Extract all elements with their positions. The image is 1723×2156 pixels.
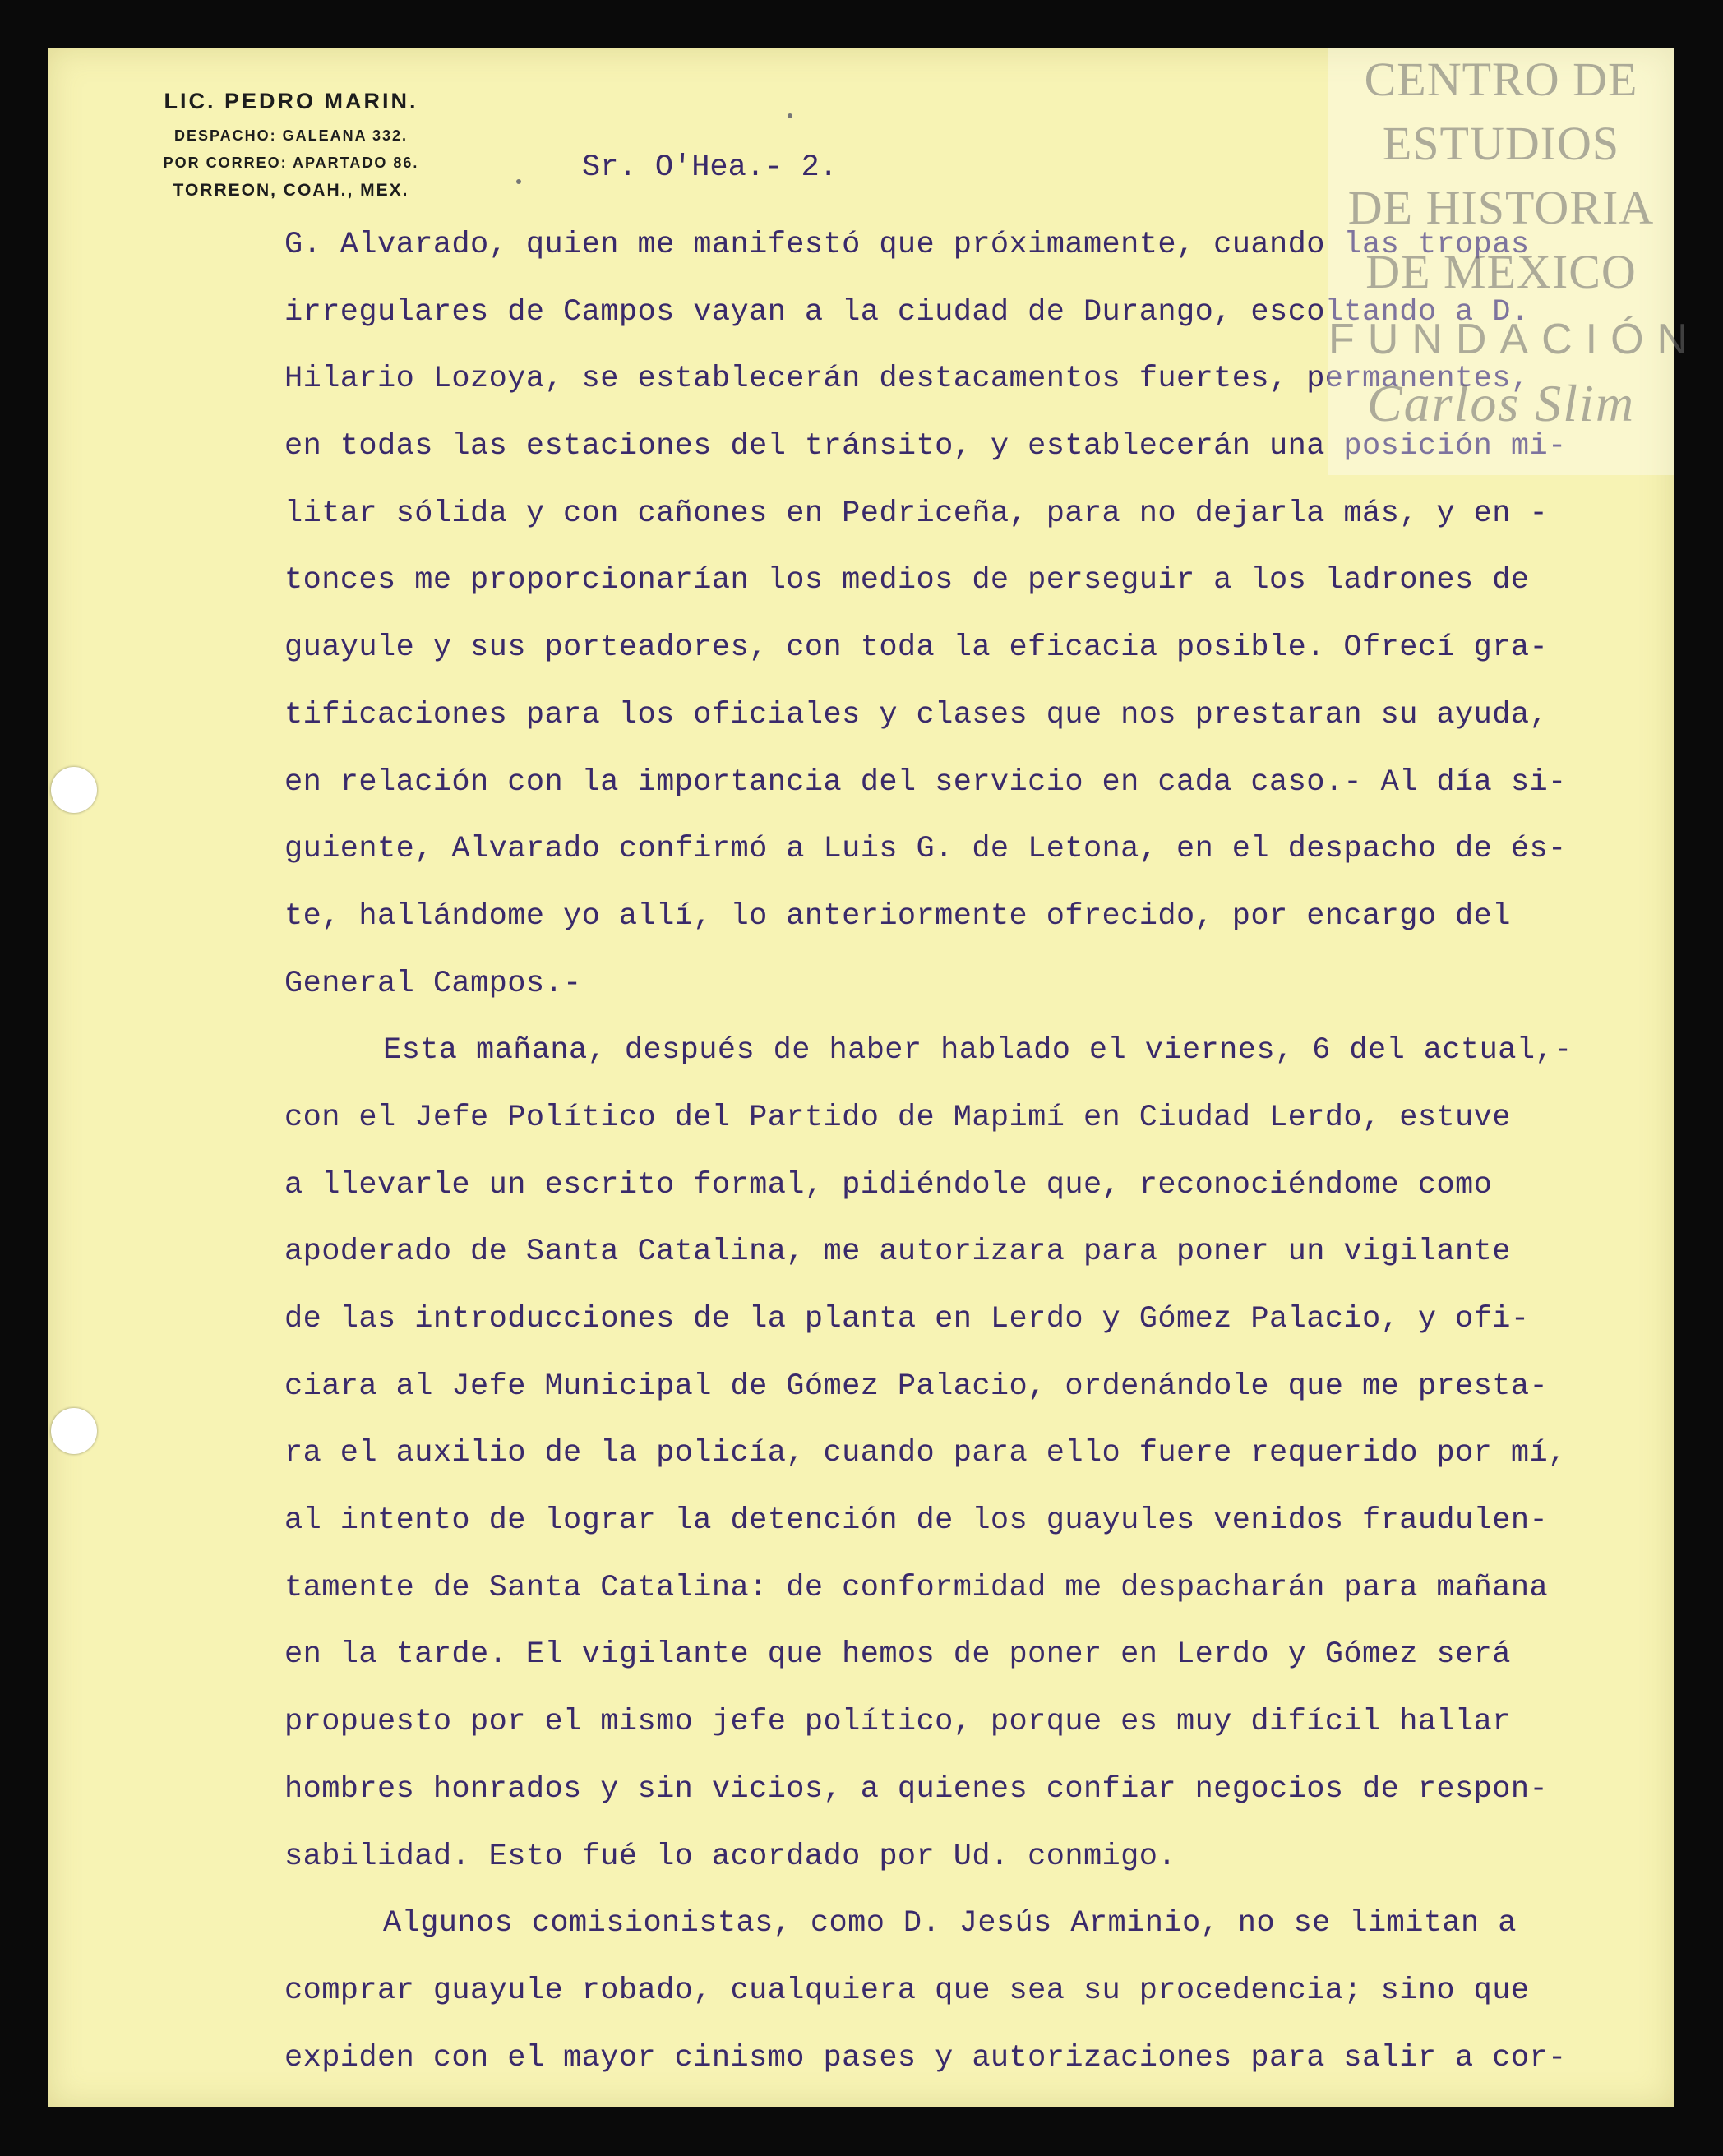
- text-line: guayule y sus porteadores, con toda la eficacia posible. Ofrecí gra-: [284, 630, 1549, 666]
- text-line: de las introducciones de la planta en Lerdo y Gómez Palacio, y ofi-: [284, 1302, 1530, 1337]
- watermark-line: DE HISTORIA: [1347, 181, 1655, 234]
- letterhead-office: DESPACHO: GALEANA 332.: [173, 127, 409, 144]
- document-page: [48, 48, 1702, 2107]
- text-line: en la tarde. El vigilante que hemos de poner en Lerdo y Gómez será: [284, 1637, 1511, 1673]
- watermark-line: ESTUDIOS: [1382, 117, 1620, 170]
- watermark-line: DE MEXICO: [1365, 245, 1637, 298]
- letter-body: [284, 212, 1702, 2092]
- letterhead: [127, 89, 455, 204]
- text-line: apoderado de Santa Catalina, me autorizara para poner un vigilante: [284, 1235, 1511, 1270]
- text-line: a llevarle un escrito formal, pidiéndole que, reconociéndome como: [284, 1167, 1493, 1203]
- text-line: Esta mañana, después de haber hablado el viernes, 6 del actual,-: [383, 1033, 1573, 1069]
- text-line: comprar guayule robado, cualquiera que sea su procedencia; sino que: [284, 1973, 1530, 2008]
- watermark-line: FUNDACIÓN: [1328, 316, 1702, 363]
- letterhead-mail: POR CORREO: APARTADO 86.: [163, 155, 419, 171]
- text-line: propuesto por el mismo jefe político, porque es muy difícil hallar: [284, 1705, 1511, 1740]
- punch-hole: [51, 767, 97, 813]
- archive-watermark: [1328, 48, 1702, 475]
- text-line: irregulares de Campos vayan a la ciudad de Durango, escoltando a D.: [284, 294, 1530, 330]
- text-line: al intento de lograr la detención de los guayules venidos fraudulen-: [284, 1503, 1549, 1539]
- text-line: tamente de Santa Catalina: de conformidad me despacharán para mañana: [284, 1570, 1549, 1605]
- watermark-signature: Carlos Slim: [1366, 374, 1636, 432]
- text-line: tonces me proporcionarían los medios de perseguir a los ladrones de: [284, 563, 1530, 598]
- text-line: en todas las estaciones del tránsito, y establecerán una posición mi-: [284, 429, 1567, 464]
- text-line: expiden con el mayor cinismo pases y autorizaciones para salir a cor-: [284, 2040, 1567, 2075]
- text-line: en relación con la importancia del servicio en cada caso.- Al día si-: [284, 764, 1567, 800]
- text-line: ciara al Jefe Municipal de Gómez Palacio, ordenándole que me presta-: [284, 1369, 1549, 1404]
- letterhead-name: LIC. PEDRO MARIN.: [164, 89, 418, 113]
- paper-speck: [788, 113, 792, 118]
- text-line: tificaciones para los oficiales y clases que nos prestaran su ayuda,: [284, 697, 1549, 732]
- punch-hole: [51, 1408, 97, 1454]
- text-line: ra el auxilio de la policía, cuando para ello fuere requerido por mí,: [284, 1436, 1567, 1471]
- page-reference: Sr. O'Hea.- 2.: [582, 150, 838, 185]
- text-line: guiente, Alvarado confirmó a Luis G. de Letona, en el despacho de és-: [284, 832, 1567, 867]
- text-line: con el Jefe Político del Partido de Mapimí en Ciudad Lerdo, estuve: [284, 1100, 1511, 1135]
- text-line: G. Alvarado, quien me manifestó que próximamente, cuando las tropas: [284, 228, 1530, 262]
- text-line: hombres honrados y sin vicios, a quienes confiar negocios de respon-: [284, 1771, 1549, 1807]
- letterhead-city: TORREON, COAH., MEX.: [173, 181, 409, 200]
- text-line: te, hallándome yo allí, lo anteriormente ofrecido, por encargo del: [284, 898, 1511, 934]
- text-line: General Campos.-: [284, 966, 582, 1001]
- text-line: sabilidad. Esto fué lo acordado por Ud. conmigo.: [284, 1839, 1176, 1874]
- paper-speck: [516, 179, 521, 184]
- text-line: Algunos comisionistas, como D. Jesús Arminio, no se limitan a: [383, 1906, 1517, 1941]
- watermark-line: CENTRO DE: [1364, 53, 1638, 106]
- text-line: litar sólida y con cañones en Pedriceña, para no dejarla más, y en -: [284, 496, 1549, 531]
- text-line: Hilario Lozoya, se establecerán destacamentos fuertes, permanentes,: [284, 362, 1530, 397]
